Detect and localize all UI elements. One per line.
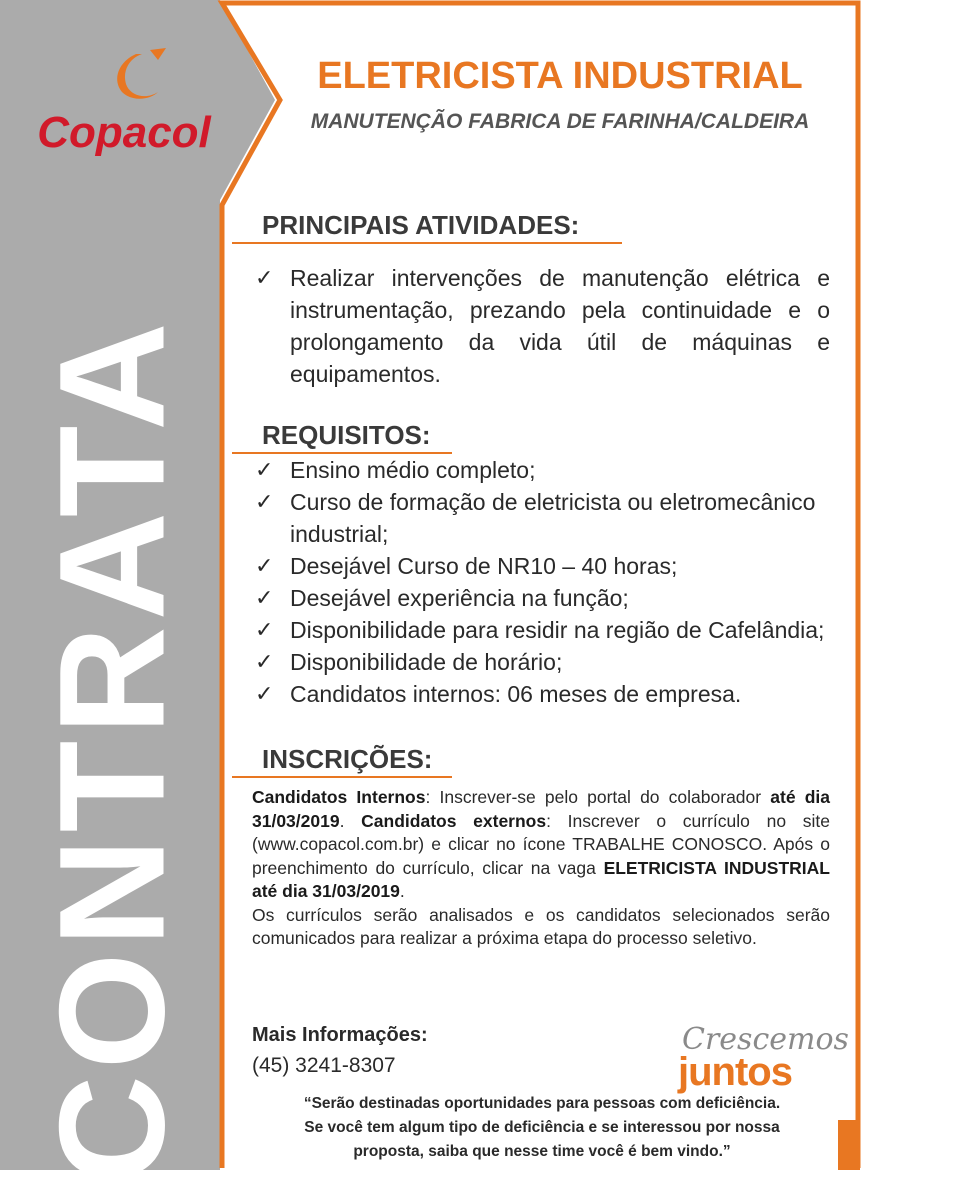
list-item: ✓ Curso de formação de eletricista ou eletromecânico industrial; — [255, 486, 835, 550]
requirements-heading: REQUISITOS: — [262, 420, 431, 450]
activities-list — [255, 262, 830, 390]
job-title: ELETRICISTA INDUSTRIAL — [317, 55, 803, 97]
contrata-vertical-title: CONTRATA — [27, 316, 196, 1184]
internal-deadline: até dia 31/03/2019 — [252, 787, 830, 831]
check-icon: ✓ — [255, 681, 274, 706]
check-icon: ✓ — [255, 617, 274, 642]
list-item: ✓ Ensino médio completo; — [255, 454, 835, 486]
external-label: Candidatos externos — [361, 810, 547, 831]
phone-number: (45) 3241-8307 — [252, 1054, 396, 1077]
list-item: ✓ Desejável Curso de NR10 – 40 horas; — [255, 550, 835, 582]
activities-underline — [232, 242, 622, 244]
tagline-line1: Crescemos — [682, 1022, 849, 1057]
internal-label: Candidatos Internos — [252, 787, 426, 807]
orange-corner-block — [838, 1120, 860, 1170]
list-item: ✓ Realizar intervenções de manutenção elétrica e instrumentação, prezando pela continuidade e o prolongamento da vida útil de máquinas e equipamentos. — [255, 262, 830, 390]
activities-heading: PRINCIPAIS ATIVIDADES: — [262, 210, 580, 240]
list-item: ✓ Candidatos internos: 06 meses de empresa. — [255, 678, 835, 710]
registration-text: Candidatos Internos: Inscrever-se pelo portal do colaborador até dia 31/03/2019. Candidatos externos: Inscrever o currículo no site (www.copacol.com.br) e clicar no ícone TRABALHE CONOSCO. Após o preenchimento do currículo, clicar na vaga ELETRICISTA INDUSTRIAL até dia 31/03/2019. Os currículos serão analisados e os candidatos selecionados serão comunicados para realizar a próxima etapa do processo seletivo. — [252, 787, 830, 948]
more-info-label: Mais Informações: — [252, 1024, 428, 1046]
list-item: ✓ Disponibilidade para residir na região de Cafelândia; — [255, 614, 835, 646]
registration-closing: Os currículos serão analisados e os candidatos selecionados serão comunicados para realizar a próxima etapa do processo seletivo. — [252, 904, 830, 948]
copacol-logo — [24, 48, 224, 168]
check-icon: ✓ — [255, 489, 274, 514]
registration-heading: INSCRIÇÕES: — [262, 744, 433, 774]
check-icon: ✓ — [255, 649, 274, 674]
check-icon: ✓ — [255, 553, 274, 578]
registration-underline — [232, 776, 452, 778]
list-item: ✓ Disponibilidade de horário; — [255, 646, 835, 678]
check-icon: ✓ — [255, 457, 274, 482]
check-icon: ✓ — [255, 585, 274, 610]
logo-wordmark: Copacol — [37, 108, 211, 157]
tagline-line2: juntos — [678, 1050, 792, 1094]
external-vacancy: ELETRICISTA INDUSTRIAL até dia 31/03/2019 — [252, 857, 830, 901]
list-item: ✓ Desejável experiência na função; — [255, 582, 835, 614]
crescemos-juntos-tagline — [660, 1020, 849, 1100]
job-subtitle: MANUTENÇÃO FABRICA DE FARINHA/CALDEIRA — [310, 110, 810, 133]
requirements-list — [255, 454, 835, 710]
inclusion-disclaimer: “Serão destinadas oportunidades para pessoas com deficiência. Se você tem algum tipo de deficiência e se interessou por nossa proposta, saiba que nesse time você é bem vindo.” — [303, 1095, 781, 1160]
check-icon: ✓ — [255, 265, 274, 290]
